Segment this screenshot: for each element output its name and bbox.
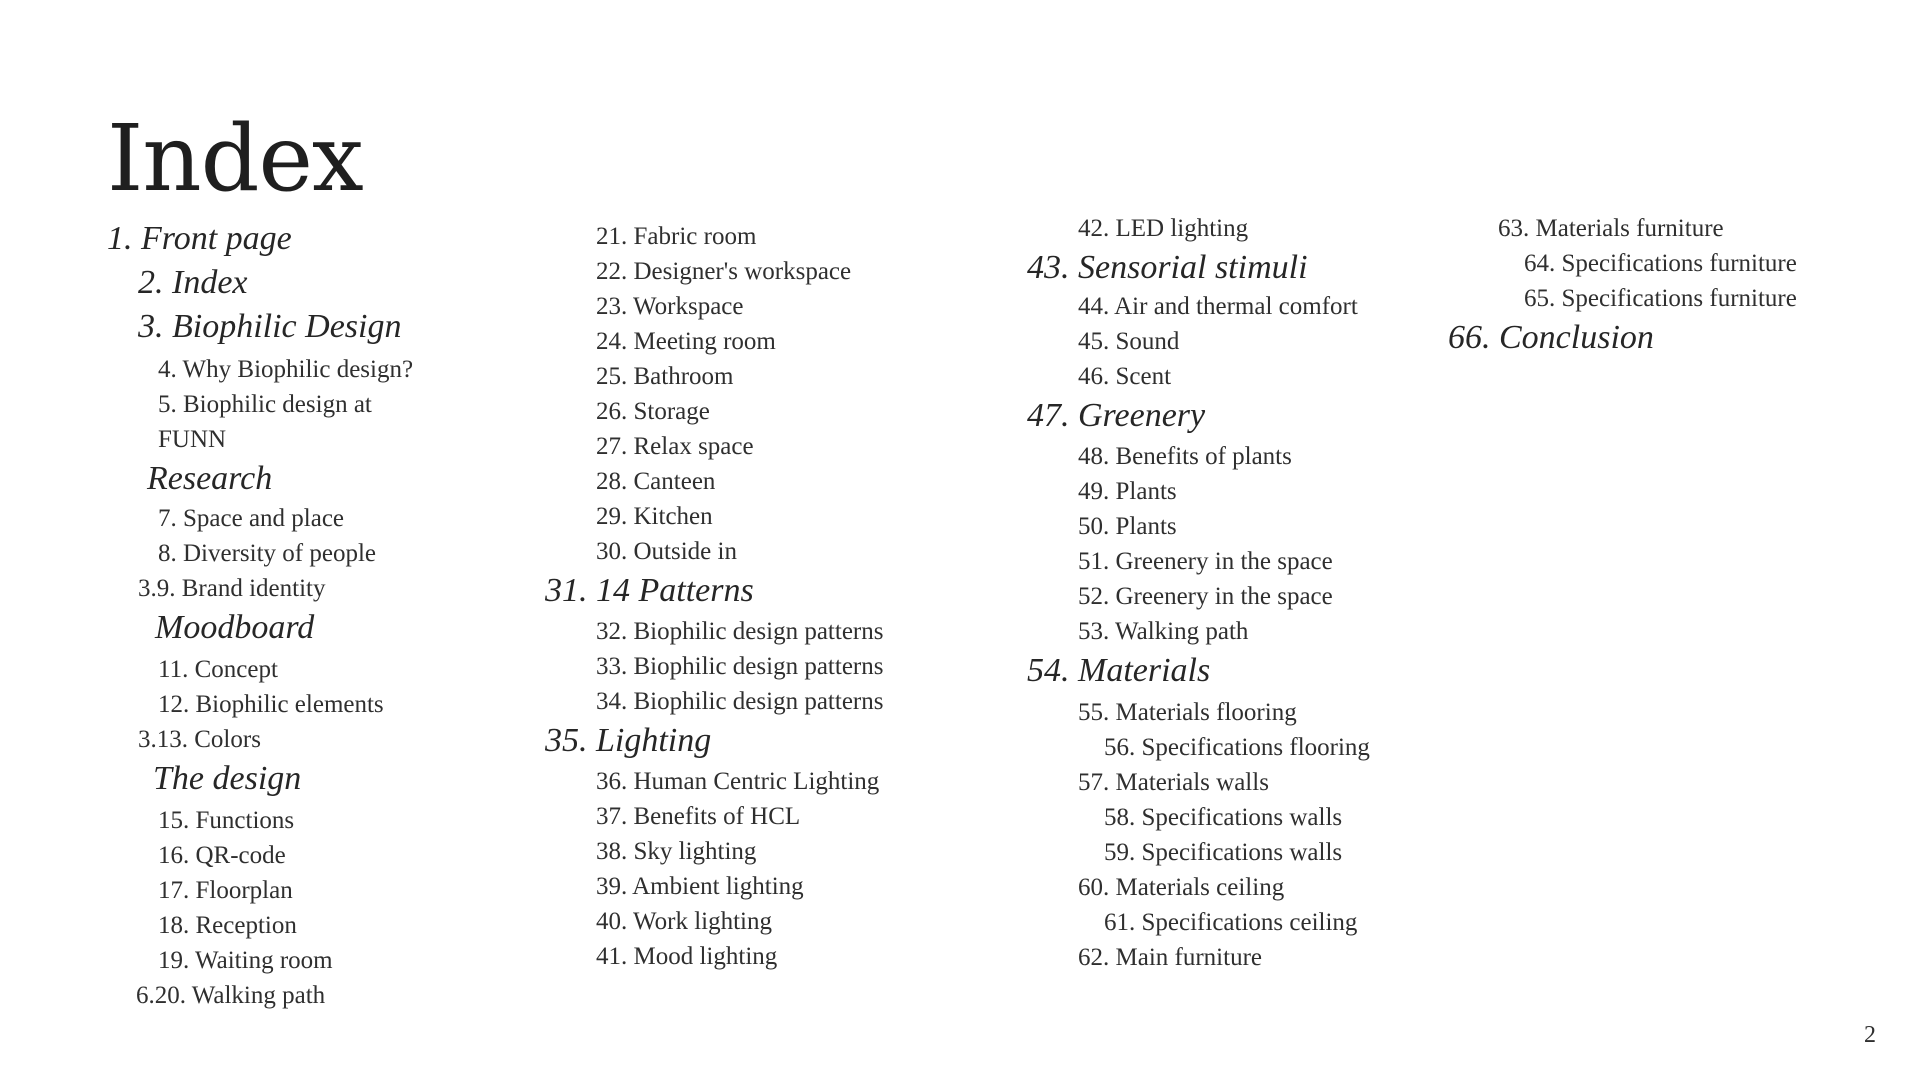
index-entry: 61. Specifications ceiling xyxy=(1104,909,1358,936)
index-section-heading: 1. Front page xyxy=(107,220,292,257)
index-entry: 44. Air and thermal comfort xyxy=(1078,293,1358,320)
index-entry: 5. Biophilic design at xyxy=(158,391,372,418)
index-section-heading: 31. 14 Patterns xyxy=(545,572,754,609)
index-section-heading: 3. Biophilic Design xyxy=(138,308,402,345)
index-entry: 55. Materials flooring xyxy=(1078,699,1297,726)
index-entry: 48. Benefits of plants xyxy=(1078,443,1292,470)
index-entry: 6.20. Walking path xyxy=(136,982,326,1009)
page-title: Index xyxy=(107,105,363,212)
index-entry: 26. Storage xyxy=(596,398,710,425)
index-entry: 12. Biophilic elements xyxy=(158,691,384,718)
index-entry: 40. Work lighting xyxy=(596,908,773,935)
index-entry: 45. Sound xyxy=(1078,328,1180,355)
index-entry: 17. Floorplan xyxy=(158,877,293,904)
index-section-heading: 66. Conclusion xyxy=(1448,319,1654,356)
index-entry: 52. Greenery in the space xyxy=(1078,583,1333,610)
index-entry: 15. Functions xyxy=(158,807,295,834)
index-entry: 51. Greenery in the space xyxy=(1078,548,1333,575)
index-section-heading: 47. Greenery xyxy=(1027,397,1206,434)
index-entry: 29. Kitchen xyxy=(596,503,713,530)
index-entry: 39. Ambient lighting xyxy=(596,873,804,900)
index-entry: 58. Specifications walls xyxy=(1104,804,1343,831)
index-entry: 27. Relax space xyxy=(596,433,754,460)
index-entry: 33. Biophilic design patterns xyxy=(596,653,884,680)
index-entry: 30. Outside in xyxy=(596,538,737,565)
index-entry: 3.13. Colors xyxy=(138,726,261,753)
index-entry: 32. Biophilic design patterns xyxy=(596,618,884,645)
index-entry: 18. Reception xyxy=(158,912,297,939)
index-section-heading: 35. Lighting xyxy=(545,722,712,759)
index-entry: 41. Mood lighting xyxy=(596,943,778,970)
index-entry: 53. Walking path xyxy=(1078,618,1249,645)
index-entry: 64. Specifications furniture xyxy=(1524,250,1797,277)
index-entry: 63. Materials furniture xyxy=(1498,215,1724,242)
index-entry: 38. Sky lighting xyxy=(596,838,757,865)
index-entry: 23. Workspace xyxy=(596,293,744,320)
index-entry: 56. Specifications flooring xyxy=(1104,734,1370,761)
index-section-heading: Research xyxy=(147,460,273,497)
index-entry: 42. LED lighting xyxy=(1078,215,1249,242)
index-entry: 46. Scent xyxy=(1078,363,1172,390)
index-section-heading: The design xyxy=(153,760,302,797)
index-section-heading: 43. Sensorial stimuli xyxy=(1027,249,1308,286)
index-entry: 34. Biophilic design patterns xyxy=(596,688,884,715)
index-entry: 24. Meeting room xyxy=(596,328,776,355)
index-entry: 25. Bathroom xyxy=(596,363,734,390)
index-entry: 37. Benefits of HCL xyxy=(596,803,801,830)
index-entry: 60. Materials ceiling xyxy=(1078,874,1285,901)
index-entry: 11. Concept xyxy=(158,656,278,683)
index-entry: 65. Specifications furniture xyxy=(1524,285,1797,312)
page-number: 2 xyxy=(1864,1022,1876,1048)
index-entry: FUNN xyxy=(158,426,227,453)
index-entry: 36. Human Centric Lighting xyxy=(596,768,880,795)
index-section-heading: Moodboard xyxy=(155,609,315,646)
index-entry: 62. Main furniture xyxy=(1078,944,1262,971)
index-entry: 19. Waiting room xyxy=(158,947,333,974)
index-entry: 16. QR-code xyxy=(158,842,286,869)
index-entry: 4. Why Biophilic design? xyxy=(158,356,414,383)
index-entry: 22. Designer's workspace xyxy=(596,258,852,285)
index-entry: 57. Materials walls xyxy=(1078,769,1269,796)
index-entry: 28. Canteen xyxy=(596,468,716,495)
index-section-heading: 2. Index xyxy=(138,264,248,301)
index-entry: 7. Space and place xyxy=(158,505,345,532)
index-section-heading: 54. Materials xyxy=(1027,652,1211,689)
index-entry: 8. Diversity of people xyxy=(158,540,377,567)
index-entry: 21. Fabric room xyxy=(596,223,757,250)
index-entry: 3.9. Brand identity xyxy=(138,575,326,602)
index-entry: 59. Specifications walls xyxy=(1104,839,1343,866)
index-entry: 50. Plants xyxy=(1078,513,1177,540)
index-entry: 49. Plants xyxy=(1078,478,1177,505)
